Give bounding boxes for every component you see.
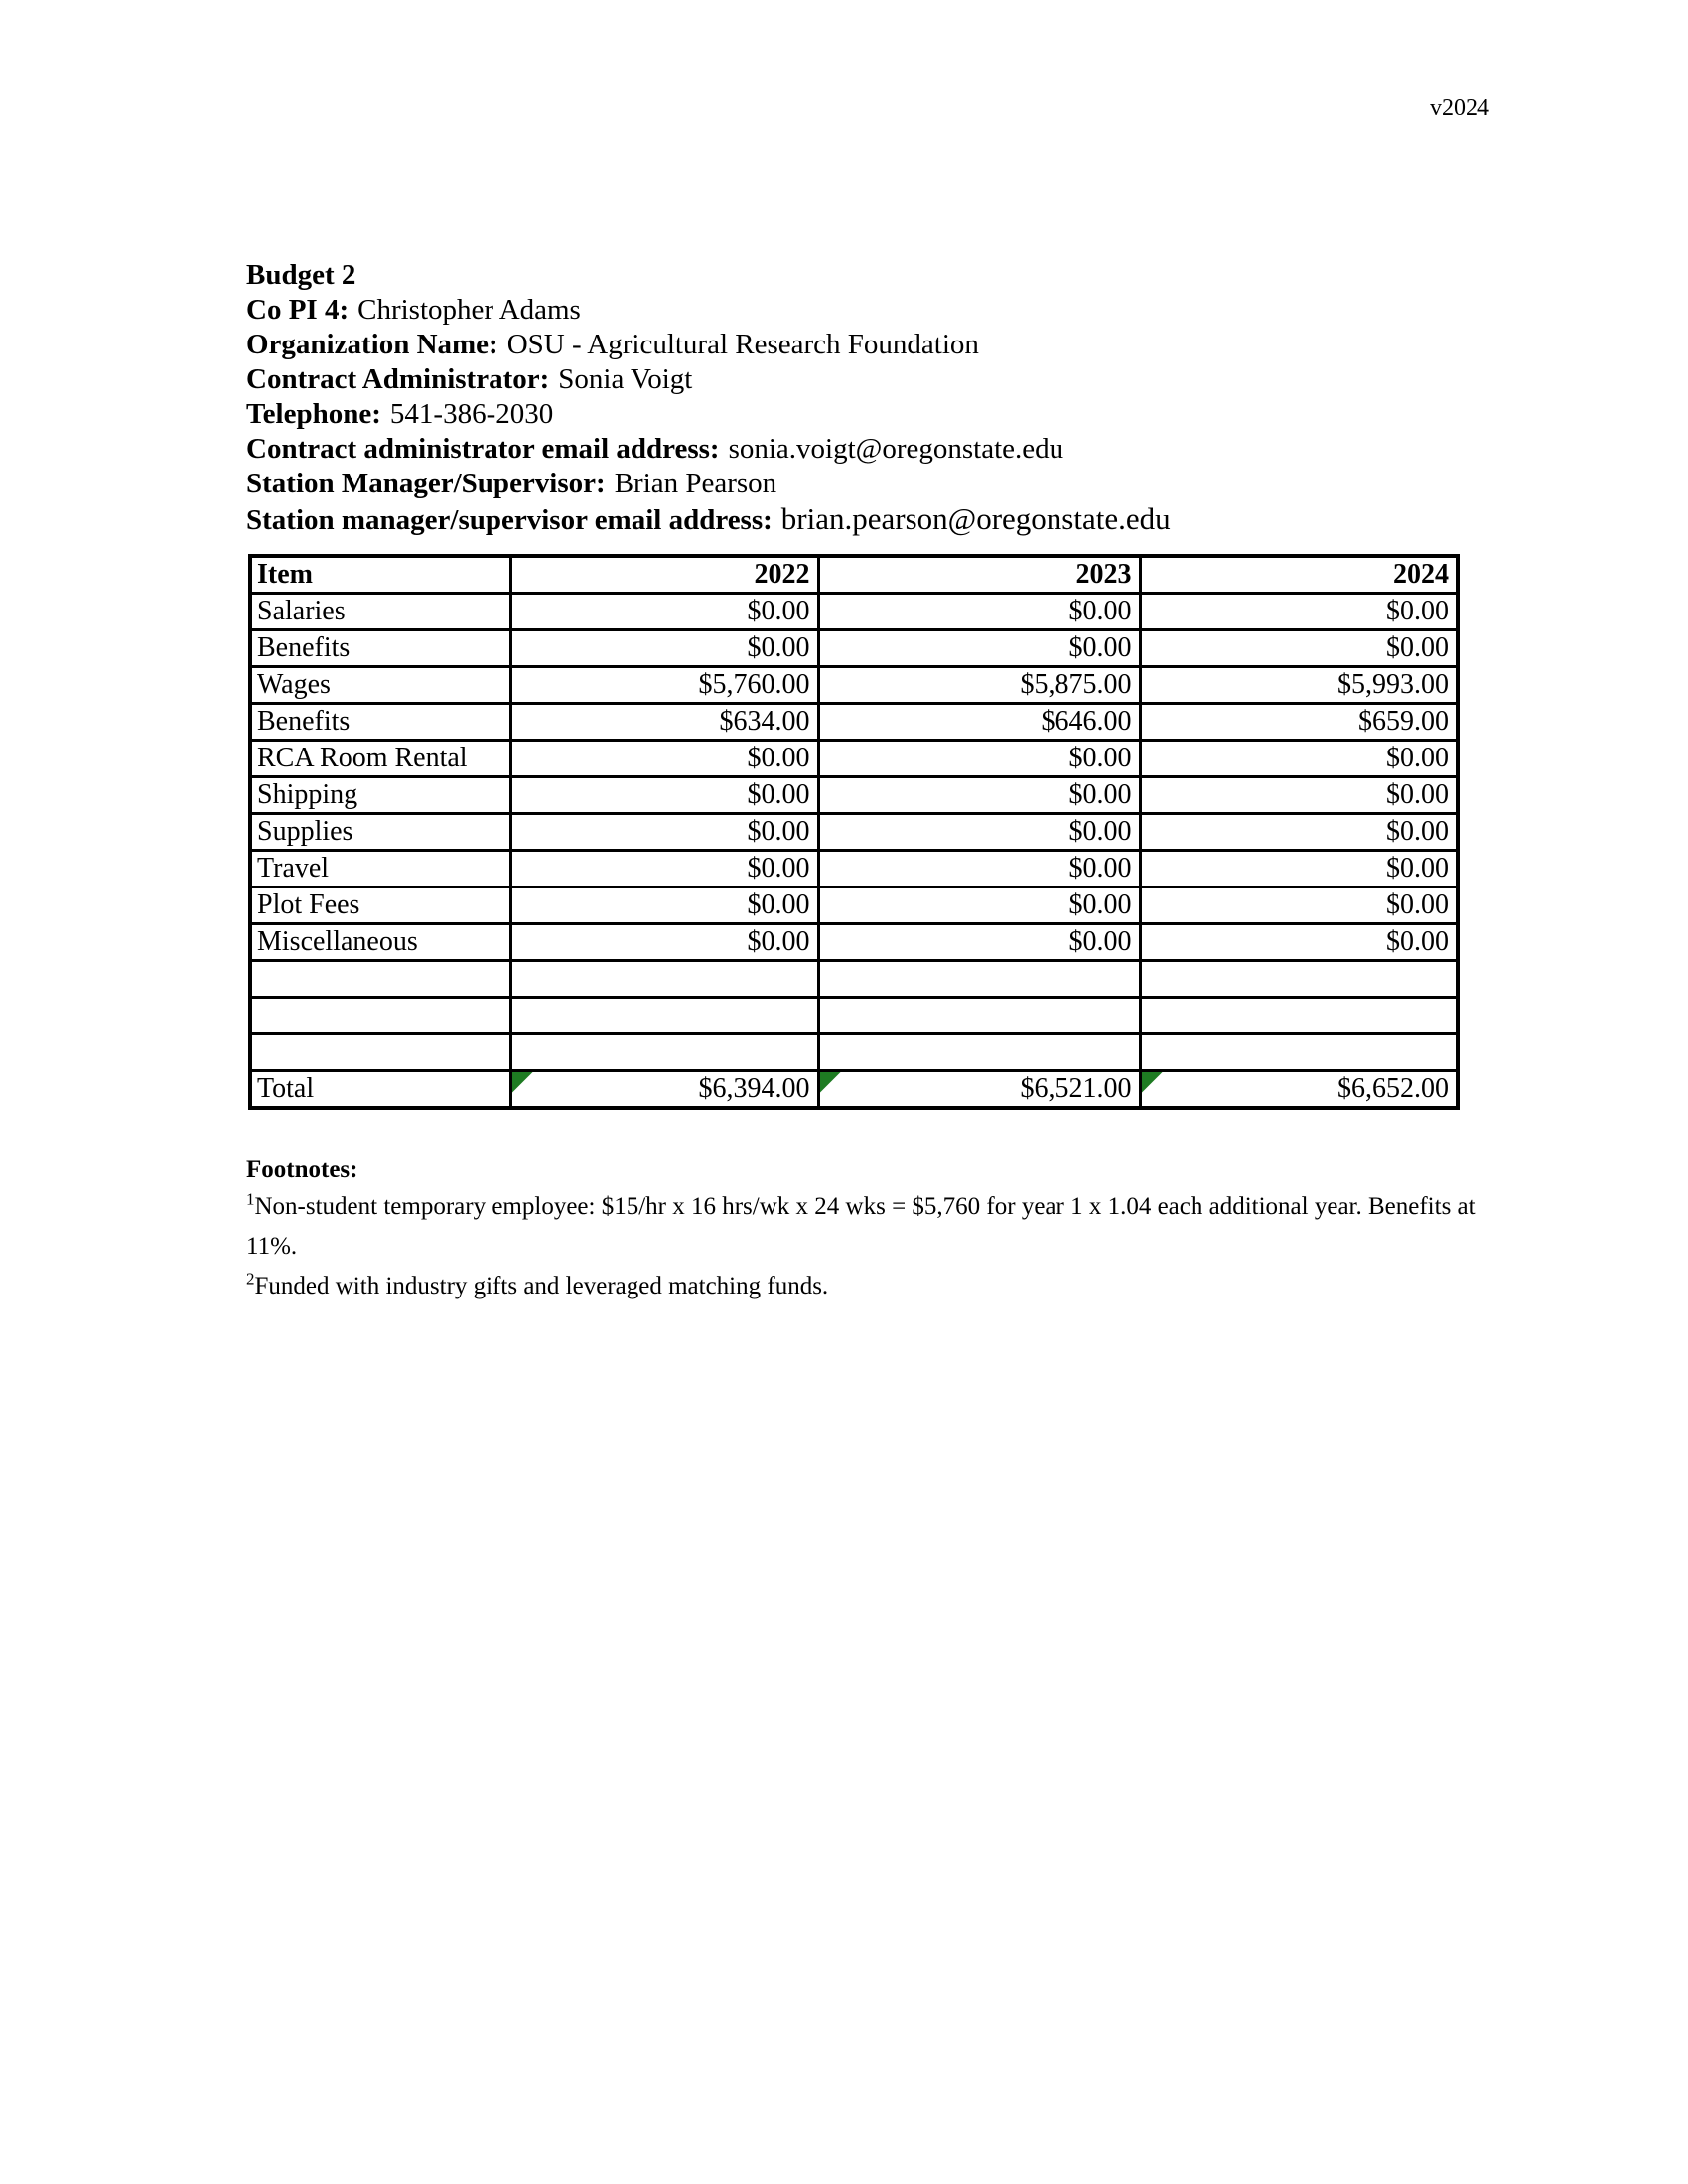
table-row-travel [250, 851, 1458, 887]
table-row-total [250, 1071, 1458, 1109]
table-row-plot-fees [250, 887, 1458, 924]
column-header-item: Item [250, 556, 510, 594]
formula-marker-icon [512, 1072, 533, 1093]
value-cell-2022: $0.00 [510, 851, 818, 887]
value-cell-2022 [510, 961, 818, 998]
budget-header-block [246, 258, 1171, 538]
item-cell: RCA Room Rental [250, 741, 510, 777]
value-cell-2023: $0.00 [818, 741, 1140, 777]
page-title: Budget 2 [246, 259, 356, 291]
column-header-2024: 2024 [1140, 556, 1458, 594]
value-cell-2023: $0.00 [818, 630, 1140, 667]
field-contract-administrator [246, 362, 1171, 397]
item-cell: Benefits [250, 630, 510, 667]
value-cell-2024: $659.00 [1140, 704, 1458, 741]
column-header-2022: 2022 [510, 556, 818, 594]
value-cell-2024: $0.00 [1140, 777, 1458, 814]
item-cell: Supplies [250, 814, 510, 851]
item-cell: Plot Fees [250, 887, 510, 924]
field-telephone [246, 397, 1171, 432]
field-label: Co PI 4: [246, 294, 350, 326]
item-cell [250, 1034, 510, 1071]
table-row-empty [250, 1034, 1458, 1071]
table-row-benefits-1 [250, 630, 1458, 667]
total-label-cell: Total [250, 1071, 510, 1109]
field-value: sonia.voigt@oregonstate.edu [728, 433, 1064, 465]
item-cell [250, 961, 510, 998]
value-cell-2024 [1140, 961, 1458, 998]
value-cell-2022: $5,760.00 [510, 667, 818, 704]
table-header-row [250, 556, 1458, 594]
value-cell-2022 [510, 1034, 818, 1071]
field-label: Contract Administrator: [246, 363, 550, 395]
item-cell: Salaries [250, 594, 510, 630]
value-cell-2022: $634.00 [510, 704, 818, 741]
total-value-cell-2022 [510, 1071, 818, 1109]
item-cell: Wages [250, 667, 510, 704]
total-value: $6,521.00 [1020, 1073, 1132, 1104]
value-cell-2024: $0.00 [1140, 924, 1458, 961]
footnote-1 [246, 1187, 1505, 1267]
value-cell-2024 [1140, 1034, 1458, 1071]
field-label: Contract administrator email address: [246, 433, 720, 465]
footnote-2 [246, 1267, 1505, 1306]
value-cell-2023: $0.00 [818, 777, 1140, 814]
footnote-superscript: 1 [246, 1189, 255, 1209]
item-cell: Benefits [250, 704, 510, 741]
footnotes-heading: Footnotes: [246, 1157, 358, 1183]
value-cell-2022: $0.00 [510, 594, 818, 630]
item-cell: Travel [250, 851, 510, 887]
value-cell-2022: $0.00 [510, 630, 818, 667]
total-value-cell-2024 [1140, 1071, 1458, 1109]
table-row-rca-room-rental [250, 741, 1458, 777]
field-value: Brian Pearson [614, 468, 777, 499]
value-cell-2023 [818, 961, 1140, 998]
table-row-shipping [250, 777, 1458, 814]
item-cell: Shipping [250, 777, 510, 814]
value-cell-2023: $0.00 [818, 594, 1140, 630]
item-cell [250, 998, 510, 1034]
value-cell-2023: $0.00 [818, 814, 1140, 851]
value-cell-2023: $5,875.00 [818, 667, 1140, 704]
column-header-2023: 2023 [818, 556, 1140, 594]
table-row-benefits-2 [250, 704, 1458, 741]
footnote-superscript: 2 [246, 1269, 255, 1289]
value-cell-2022: $0.00 [510, 887, 818, 924]
field-label: Station Manager/Supervisor: [246, 468, 606, 499]
value-cell-2022: $0.00 [510, 777, 818, 814]
field-value: OSU - Agricultural Research Foundation [506, 329, 979, 360]
value-cell-2023: $0.00 [818, 887, 1140, 924]
formula-marker-icon [1142, 1072, 1163, 1093]
value-cell-2024: $5,993.00 [1140, 667, 1458, 704]
table-row-empty [250, 961, 1458, 998]
field-co-pi [246, 293, 1171, 328]
value-cell-2023: $0.00 [818, 851, 1140, 887]
value-cell-2022: $0.00 [510, 814, 818, 851]
value-cell-2022 [510, 998, 818, 1034]
table-row-miscellaneous [250, 924, 1458, 961]
table-row-supplies [250, 814, 1458, 851]
formula-marker-icon [820, 1072, 841, 1093]
value-cell-2024: $0.00 [1140, 887, 1458, 924]
value-cell-2022: $0.00 [510, 741, 818, 777]
value-cell-2023 [818, 998, 1140, 1034]
footnote-text: Non-student temporary employee: $15/hr x 16 hrs/wk x 24 wks = $5,760 for year 1 x 1.04 each additional year. Benefits at 11%. [246, 1193, 1476, 1260]
field-value: brian.pearson@oregonstate.edu [780, 501, 1171, 536]
field-label: Telephone: [246, 398, 381, 430]
field-organization-name [246, 328, 1171, 362]
item-cell: Miscellaneous [250, 924, 510, 961]
table-row-wages [250, 667, 1458, 704]
value-cell-2023: $0.00 [818, 924, 1140, 961]
value-cell-2024: $0.00 [1140, 594, 1458, 630]
value-cell-2022: $0.00 [510, 924, 818, 961]
total-value: $6,394.00 [698, 1073, 810, 1104]
field-station-manager-email [246, 501, 1171, 538]
total-value: $6,652.00 [1337, 1073, 1449, 1104]
table-row-empty [250, 998, 1458, 1034]
field-value: Christopher Adams [357, 294, 581, 326]
footnotes-section [246, 1154, 1505, 1306]
value-cell-2024: $0.00 [1140, 851, 1458, 887]
total-value-cell-2023 [818, 1071, 1140, 1109]
field-label: Organization Name: [246, 329, 498, 360]
field-station-manager [246, 467, 1171, 501]
value-cell-2024: $0.00 [1140, 814, 1458, 851]
field-label: Station manager/supervisor email address: [246, 504, 773, 536]
field-contract-admin-email [246, 432, 1171, 467]
value-cell-2024 [1140, 998, 1458, 1034]
footnote-text: Funded with industry gifts and leveraged matching funds. [254, 1273, 829, 1299]
value-cell-2023 [818, 1034, 1140, 1071]
value-cell-2024: $0.00 [1140, 630, 1458, 667]
field-value: 541-386-2030 [389, 398, 554, 430]
budget-table [248, 554, 1460, 1110]
field-value: Sonia Voigt [558, 363, 693, 395]
value-cell-2024: $0.00 [1140, 741, 1458, 777]
table-row-salaries [250, 594, 1458, 630]
value-cell-2023: $646.00 [818, 704, 1140, 741]
version-label: v2024 [1430, 95, 1489, 121]
